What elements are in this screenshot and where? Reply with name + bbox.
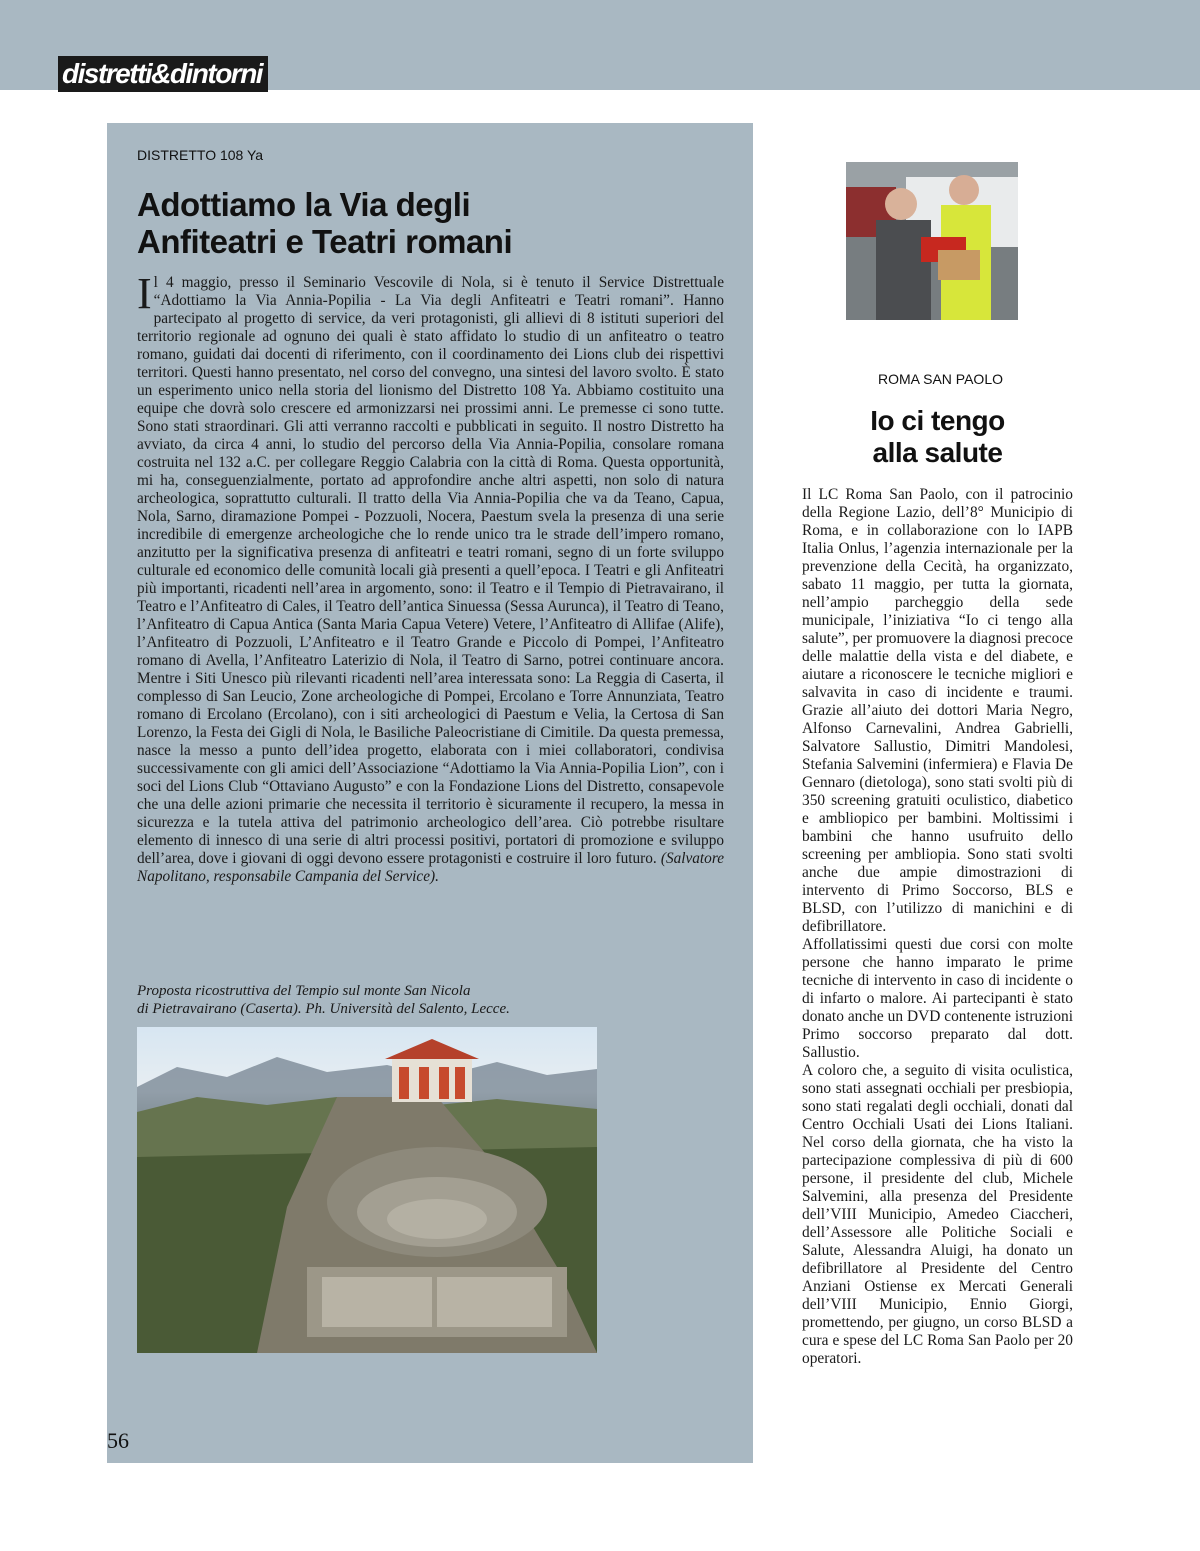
caption-line-1: Proposta ricostruttiva del Tempio sul monte San Nicola xyxy=(137,983,471,999)
dropcap: I xyxy=(137,269,152,318)
right-article-title xyxy=(800,405,1075,469)
left-article-title xyxy=(137,186,737,260)
right-title-line-2: alla salute xyxy=(872,437,1003,468)
left-title-line-1: Adottiamo la Via degli xyxy=(137,186,471,223)
right-article-body xyxy=(802,486,1073,1368)
photo-caption xyxy=(137,982,727,1018)
theatre-illustration xyxy=(137,1027,597,1353)
right-paragraph-2: Affollatissimi questi due corsi con molte persone che hanno imparato le prime tecniche di intervento in caso di incidente o di infarto o malore. Ai partecipanti è stato donato anche un DVD contenente istruzioni Primo soccorso preparato dal dott. Sallustio. xyxy=(802,936,1073,1061)
roman-theatre-photo xyxy=(137,1027,597,1353)
section-label: distretti&dintorni xyxy=(58,56,268,92)
roma-san-paolo-photo xyxy=(846,162,1018,320)
left-article-body xyxy=(137,269,724,886)
left-article-signature: (Salvatore Napolitano, responsabile Campania del Service). xyxy=(137,850,724,885)
right-title-line-1: Io ci tengo xyxy=(870,405,1005,436)
left-article-text: l 4 maggio, presso il Seminario Vescovile di Nola, si è tenuto il Service Distrettuale “Adottiamo la Via Annia-Popilia - La Via degli Anfiteatri e Teatri romani”. Hanno partecipato al progetto di service, da veri protagonisti, gli allievi di 8 istituti superiori del territorio regionale ad ognuno dei quali è stato affidato lo studio di un anfiteatro o teatro romano, guidati dai docenti di riferimento, con il coordinamento dei Lions club dei rispettivi territori. Questi hanno presentato, nel corso del convegno, una sintesi del lavoro svolto. È stato un esperimento unico nella storia del lionismo del Distretto 108 Ya. Abbiamo costituito una equipe che dovrà solo crescere ed armonizzarsi nei prossimi anni. Le premesse ci sono tutte. Sono stati straordinari. Gli atti verranno raccolti e pubblicati in seguito. Il nostro Distretto ha avviato, da circa 4 anni, lo studio del percorso della Via Annia-Popilia, consolare romana costruita nel 132 a.C. per collegare Reggio Calabria con la città di Roma. Questa opportunità, mi ha, conseguenzialmente, portato ad approfondire anche altri aspetti, non solo di natura archeologica, soprattutto culturali. Il tratto della Via Annia-Popilia che va da Teano, Capua, Nola, Sarno, diramazione Pompei - Pozzuoli, Nocera, Paestum svela la presenza di una serie incredibile di emergenze archeologiche che lo rende unico tra le strade dell’impero romano, anzitutto per la significativa presenza di anfiteatri e teatri romani, segno di un forte sviluppo culturale ed economico delle comunità locali già presenti a quell’epoca. I Teatri e gli Anfiteatri più importanti, ricadenti nell’area in argomento, sono: il Teatro e il Tempio di Pietravairano, il Teatro e l’Anfiteatro di Cales, il Teatro dell’antica Sinuessa (Sessa Aurunca), il Teatro di Teano, l’Anfiteatro di Capua Antica (Santa Maria Capua Vetere) Vetere, l’Anfiteatro di Allifae (Alife), l’Anfiteatro di Pozzuoli, L’Anfiteatro e il Teatro Grande e Piccolo di Pompei, l’Anfiteatro romano di Avella, l’Anfiteatro Laterizio di Nola, il Teatro di Sarno, potrei continuare ancora. Mentre i Siti Unesco più rilevanti ricadenti nell’area interessata sono: La Reggia di Caserta, il complesso di San Leucio, Zone archeologiche di Pompei, Ercolano e Torre Annunziata, Teatro romano di Ercolano (Ercolano), con i siti archeologici di Paestum e Velia, la Certosa di San Lorenzo, la Festa dei Gigli di Nola, le Basiliche Paleocristiane di Cimitile. Da questa premessa, nasce la messo a punto dell’idea progetto, elaborata con i miei collaboratori, condivisa successivamente con gli amici dell’Associazione “Adottiamo la Via Annia-Popilia Lion”, con i soci del Lions Club “Ottaviano Augusto” e con la Fondazione Lions del Distretto, consapevole che una delle azioni primarie che necessita il territorio è sicuramente il recupero, la messa in sicurezza e la tutela attiva del patrimonio archeologico dell’area. Ciò potrebbe risultare elemento di innesco di una serie di altri processi positivi, portatori di promozione e sviluppo dell’area, dove i giovani di oggi devono essere protagonisti e costruire il loro futuro. xyxy=(137,274,724,867)
left-title-line-2: Anfiteatri e Teatri romani xyxy=(137,223,513,260)
right-paragraph-3: A coloro che, a seguito di visita oculistica, sono stati assegnati occhiali per presbiopia, sono stati regalati degli occhiali, donati dal Centro Occhiali Usati dei Lions Italiani. Nel corso della giornata, che ha visto la partecipazione complessiva di più di 600 persone, il presidente del club, Michele Salvemini, alla presenza del Presidente dell’VIII Municipio, Amedeo Ciaccheri, dell’Assessore alle Politiche Sociali e Salute, Alessandra Aluigi, ha donato un defibrillatore al Presidente del Centro Anziani Ostiense ex Mercati Generali dell’VIII Municipio, Ennio Giorgi, promettendo, per giugno, un corso BLSD a cura e spese del LC Roma San Paolo per 20 operatori. xyxy=(802,1062,1073,1367)
caption-line-2: di Pietravairano (Caserta). Ph. Università del Salento, Lecce. xyxy=(137,1001,510,1017)
people-illustration xyxy=(846,162,1018,320)
left-article-kicker: DISTRETTO 108 Ya xyxy=(137,147,264,163)
page-number: 56 xyxy=(107,1428,129,1453)
right-paragraph-1: Il LC Roma San Paolo, con il patrocinio della Regione Lazio, dell’8° Municipio di Roma, e in collaborazione con lo IAPB Italia Onlus, l’agenzia internazionale per la prevenzione della Cecità, ha organizzato, sabato 11 maggio, per tutta la giornata, nell’ampio parcheggio della sede municipale, l’iniziativa “Io ci tengo alla salute”, per promuovere la diagnosi precoce delle malattie della vista e del diabete, e aiutare a riconoscere le tecniche migliori e salvavita in caso di incidente e traumi. Grazie all’aiuto dei dottori Maria Negro, Alfonso Carnevalini, Andrea Gabrielli, Salvatore Sallustio, Dimitri Mandolesi, Stefania Salvemini (infermiera) e Flavia De Gennaro (dietologa), sono stati svolti più di 350 screening gratuiti oculistico, diabetico e ambliopico per bambini. Moltissimi i bambini che hanno usufruito dello screening per ambliopia. Sono stati svolti anche due ampie dimostrazioni di intervento di Primo Soccorso, BLS e BLSD, con l’utilizzo di manichini e di defibrillatore. xyxy=(802,486,1073,935)
right-article-kicker: ROMA SAN PAOLO xyxy=(878,371,1003,387)
